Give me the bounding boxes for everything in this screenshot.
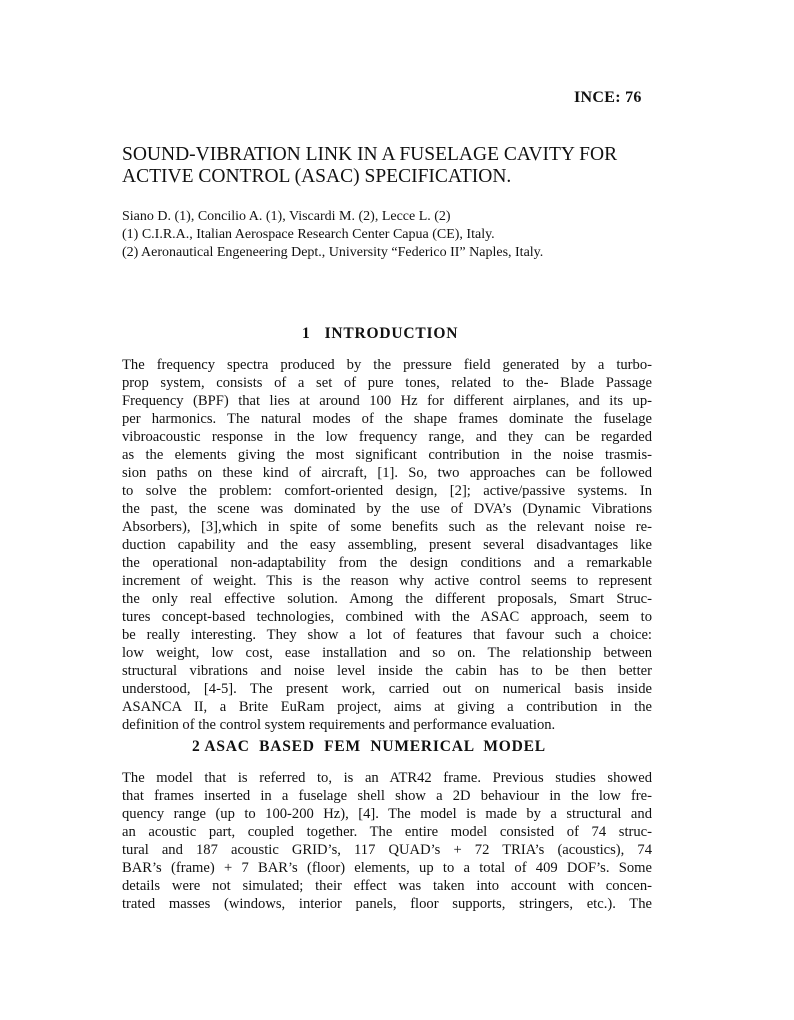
text-line: BAR’s (frame) + 7 BAR’s (floor) elements, up to a total of 409 DOF’s. Some xyxy=(122,860,652,876)
paper-code: INCE: 76 xyxy=(574,89,642,106)
text-line: that frames inserted in a fuselage shell show a 2D behaviour in the low fre- xyxy=(122,788,652,804)
text-line: an acoustic part, coupled together. The entire model consisted of 74 struc- xyxy=(122,824,652,840)
text-line: sion paths on these kind of aircraft, [1]. So, two approaches can be followed xyxy=(122,465,652,481)
text-line: low weight, low cost, ease installation and so on. The relationship between xyxy=(122,645,652,661)
title-line: ACTIVE CONTROL (ASAC) SPECIFICATION. xyxy=(122,166,512,187)
text-line: the operational non-adaptability from the design conditions and a remarkable xyxy=(122,555,652,571)
fem-model-paragraph xyxy=(122,769,652,913)
text-line: to solve the problem: comfort-oriented design, [2]; active/passive systems. In xyxy=(122,483,652,499)
affiliation-1: (1) C.I.R.A., Italian Aerospace Research Center Capua (CE), Italy. xyxy=(122,227,495,242)
text-line: structural vibrations and noise level inside the cabin has to be then better xyxy=(122,663,652,679)
text-line: quency range (up to 100-200 Hz), [4]. The model is made by a structural and xyxy=(122,806,652,822)
text-line: The model that is referred to, is an ATR42 frame. Previous studies showed xyxy=(122,770,652,786)
author-block xyxy=(122,208,662,262)
text-line: the past, the scene was dominated by the use of DVA’s (Dynamic Vibrations xyxy=(122,501,652,517)
section-heading-fem-model: 2 ASAC BASED FEM NUMERICAL MODEL xyxy=(192,738,546,755)
text-line: be really interesting. They show a lot of features that favour such a choice: xyxy=(122,627,652,643)
text-line: The frequency spectra produced by the pressure field generated by a turbo- xyxy=(122,357,652,373)
text-line: as the elements giving the most significant contribution in the noise trasmis- xyxy=(122,447,652,463)
text-line: the only real effective solution. Among the different proposals, Smart Struc- xyxy=(122,591,652,607)
text-line: understood, [4-5]. The present work, carried out on numerical basis inside xyxy=(122,681,652,697)
text-line: tural and 187 acoustic GRID’s, 117 QUAD’s + 72 TRIA’s (acoustics), 74 xyxy=(122,842,652,858)
text-line: ASANCA II, a Brite EuRam project, aims at giving a contribution in the xyxy=(122,699,652,715)
text-line: details were not simulated; their effect was taken into account with concen- xyxy=(122,878,652,894)
text-line: Frequency (BPF) that lies at around 100 Hz for different airplanes, and its up- xyxy=(122,393,652,409)
text-line: vibroacoustic response in the low frequency range, and they can be regarded xyxy=(122,429,652,445)
text-line: per harmonics. The natural modes of the shape frames dominate the fuselage xyxy=(122,411,652,427)
affiliation-2: (2) Aeronautical Engeneering Dept., University “Federico II” Naples, Italy. xyxy=(122,245,544,260)
text-line: tures concept-based technologies, combined with the ASAC approach, seem to xyxy=(122,609,652,625)
text-line: increment of weight. This is the reason why active control seems to represent xyxy=(122,573,652,589)
text-line: trated masses (windows, interior panels, floor supports, stringers, etc.). The xyxy=(122,896,652,912)
text-line: prop system, consists of a set of pure tones, related to the- Blade Passage xyxy=(122,375,652,391)
author-names: Siano D. (1), Concilio A. (1), Viscardi M. (2), Lecce L. (2) xyxy=(122,209,451,224)
text-line: Absorbers), [3],which in spite of some benefits such as the relevant noise re- xyxy=(122,519,652,535)
title-line: SOUND-VIBRATION LINK IN A FUSELAGE CAVITY FOR xyxy=(122,144,618,165)
text-line: definition of the control system requirements and performance evaluation. xyxy=(122,717,556,733)
section-heading-introduction: 1 INTRODUCTION xyxy=(302,325,459,342)
paper-title xyxy=(122,144,662,188)
introduction-paragraph xyxy=(122,356,652,734)
text-line: duction capability and the easy assembling, present several disadvantages like xyxy=(122,537,652,553)
